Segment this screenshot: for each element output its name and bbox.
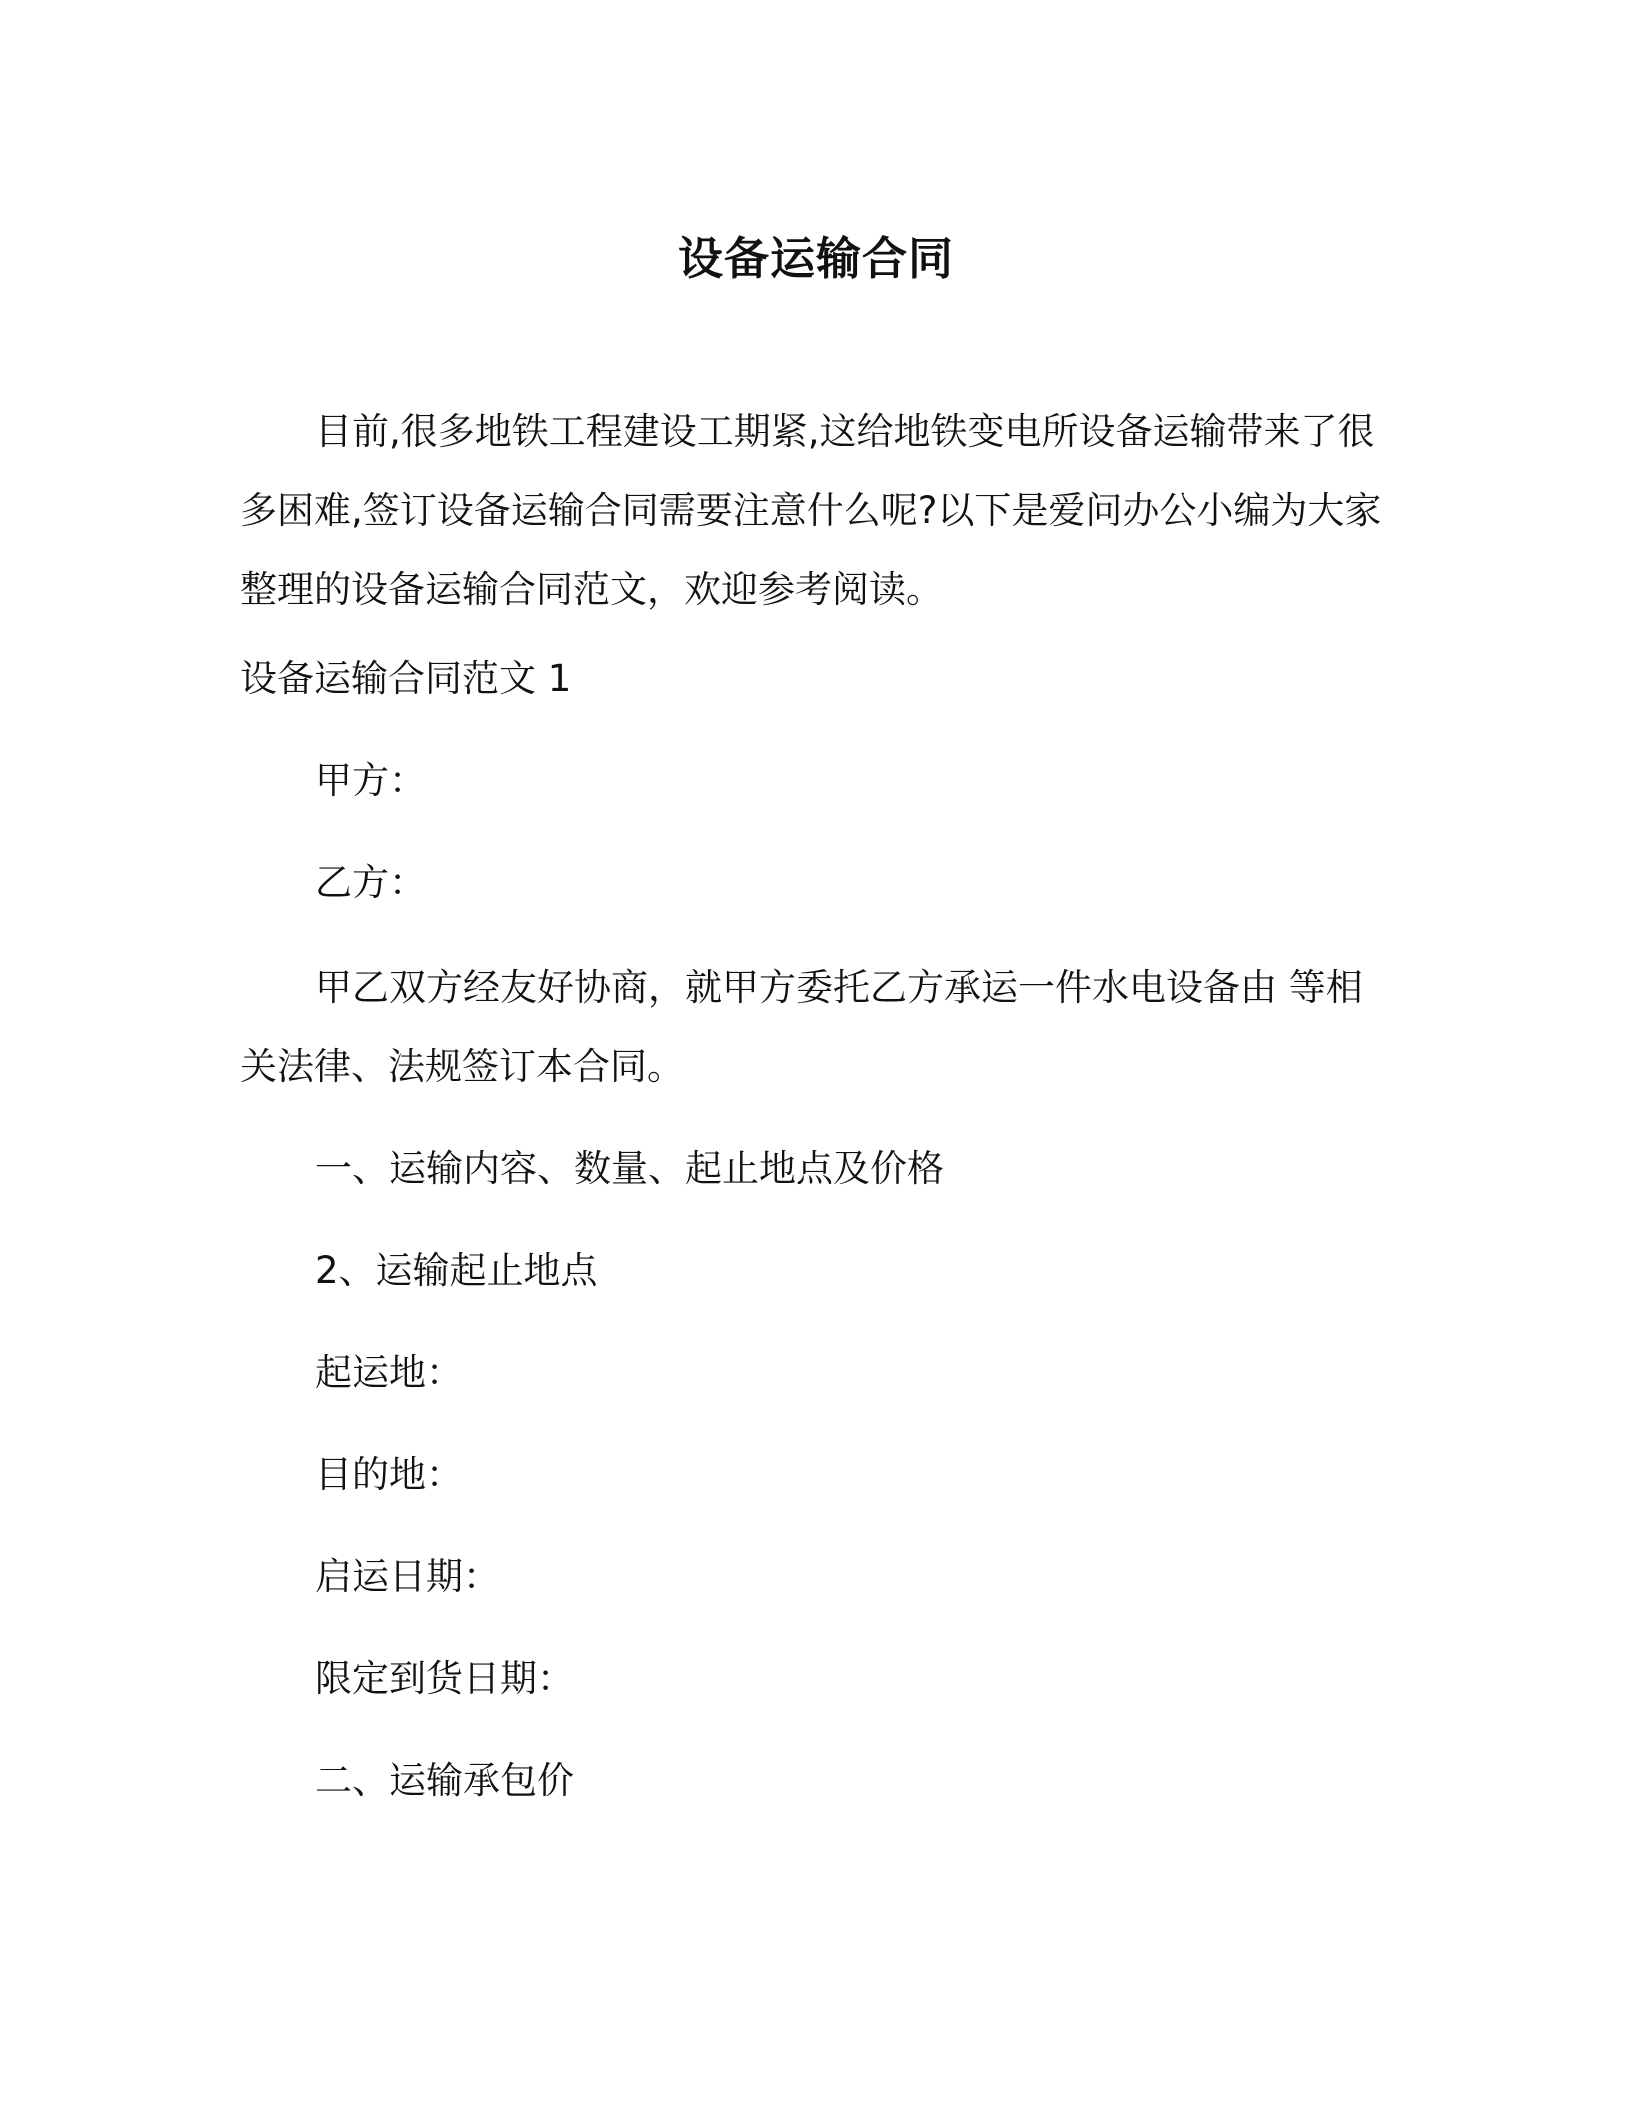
intro-paragraph: 目前,很多地铁工程建设工期紧,这给地铁变电所设备运输带来了很多困难,签订设备运输合同需要注意什么呢?以下是爱问办公小编为大家整理的设备运输合同范文，欢迎参考阅读。: [240, 410, 1382, 611]
item-2-heading: 2、运输起止地点: [315, 1249, 598, 1292]
start-date-label: 启运日期：: [315, 1555, 500, 1598]
deadline-label: 限定到货日期：: [315, 1657, 574, 1700]
party-b-label: 乙方：: [315, 861, 426, 904]
destination-label: 目的地：: [315, 1453, 463, 1496]
section-2-heading: 二、运输承包价: [315, 1759, 574, 1802]
section-1-heading: 一、运输内容、数量、起止地点及价格: [315, 1147, 944, 1190]
sample-heading: 设备运输合同范文 1: [240, 657, 572, 700]
agreement-paragraph: 甲乙双方经友好协商，就甲方委托乙方承运一件水电设备由 等相关法律、法规签订本合同。: [240, 966, 1363, 1088]
document-title: 设备运输合同: [677, 232, 954, 285]
origin-label: 起运地：: [315, 1351, 463, 1394]
party-a-label: 甲方：: [315, 759, 426, 802]
